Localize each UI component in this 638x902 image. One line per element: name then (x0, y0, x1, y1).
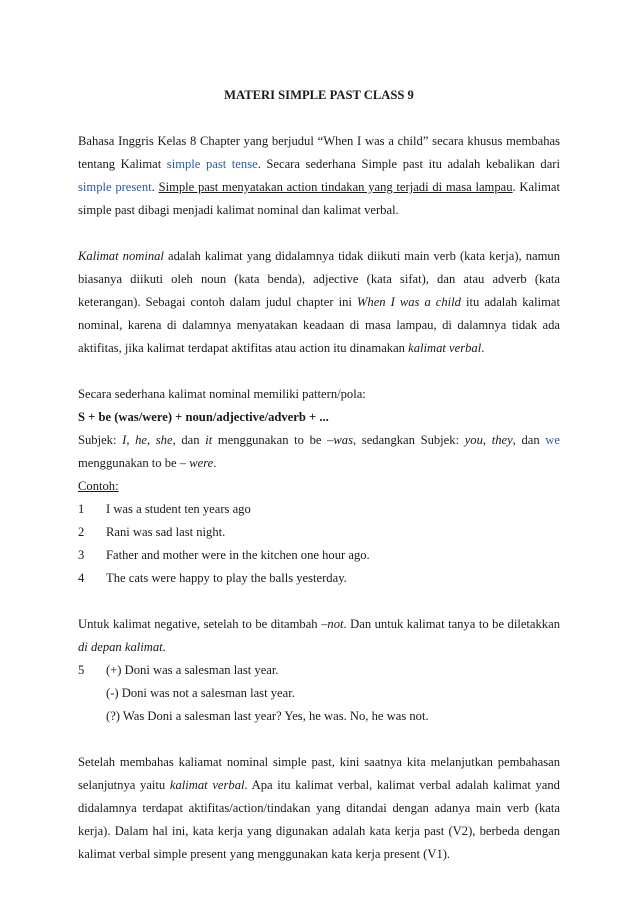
list-item (78, 567, 560, 590)
text-run: adalah kalimat yang didalamnya tidak diikuti main verb (kata kerja), namun biasanya diikuti oleh noun (kata benda), adjective (kata sifat), dan atau adverb (kata keterangan). Sebagai contoh dalam judul chapter ini (78, 249, 561, 309)
negative-paragraph (78, 613, 560, 659)
italic-term: it (205, 433, 213, 447)
simple-present-link[interactable]: simple present (78, 180, 152, 194)
list-number: 3 (78, 548, 85, 562)
contoh-label: Contoh: (78, 479, 119, 493)
text-run: menggunakan to be – (78, 456, 190, 470)
text-run: , dan (512, 433, 546, 447)
list-text: I was a student ten years ago (106, 502, 251, 516)
list-number: 2 (78, 525, 85, 539)
text-run: , sedangkan Subjek: (353, 433, 465, 447)
text-run: Bahasa Inggris Kelas 8 Chapter yang berjudul “When I was a child” secara khusus membahas tentang Kalimat (78, 134, 560, 171)
verbal-paragraph (78, 751, 560, 866)
list-text: Rani was sad last night. (106, 525, 226, 539)
text-run: Setelah membahas kaliamat nominal simple past, kini saatnya kita melanjutkan pembahasan selanjutnya yaitu (78, 755, 560, 792)
italic-term: was (333, 433, 353, 447)
italic-term: were (189, 456, 214, 470)
list-item (78, 498, 560, 521)
intro-paragraph (78, 130, 560, 222)
text-run: . (481, 341, 485, 355)
italic-term: kalimat verbal (408, 341, 482, 355)
text-run: . (151, 180, 159, 194)
italic-term: When I was a child (356, 295, 461, 309)
italic-term: kalimat verbal (169, 778, 245, 792)
text-run: . (162, 640, 166, 654)
list-number: 5 (78, 663, 85, 677)
example-5 (78, 659, 560, 728)
list-text: Father and mother were in the kitchen one hour ago. (106, 548, 370, 562)
list-item (78, 659, 560, 682)
italic-term: not (327, 617, 344, 631)
list-text: (+) Doni was a salesman last year. (106, 663, 279, 677)
pattern-formula: S + be (was/were) + noun/adjective/adverb + ... (78, 410, 329, 424)
italic-term: di depan kalimat (78, 640, 163, 654)
text-run: . (213, 456, 217, 470)
list-text: (?) Was Doni a salesman last year? Yes, he was. No, he was not. (106, 709, 429, 723)
pattern-intro: Secara sederhana kalimat nominal memiliki pattern/pola: (78, 387, 366, 401)
italic-term: I, he, she, (122, 433, 176, 447)
underlined-definition: Simple past menyatakan action tindakan yang terjadi di masa lampau (158, 180, 513, 194)
list-text: The cats were happy to play the balls yesterday. (106, 571, 347, 585)
examples-list (78, 498, 560, 590)
we-link[interactable]: we (545, 433, 560, 447)
text-run: . Kalimat simple past dibagi menjadi kalimat nominal dan kalimat verbal. (78, 180, 560, 217)
pattern-section (78, 383, 560, 498)
simple-past-tense-link[interactable]: simple past tense (166, 157, 258, 171)
italic-term: Kalimat nominal (78, 249, 164, 263)
list-number: 1 (78, 502, 85, 516)
text-run: Untuk kalimat negative, setelah to be ditambah – (78, 617, 328, 631)
subject-paragraph (78, 429, 560, 475)
list-item (78, 544, 560, 567)
nominal-paragraph (78, 245, 560, 360)
text-run: . Apa itu kalimat verbal, kalimat verbal adalah kalimat yand didalamnya terdapat aktifitas/action/tindakan yang ditandai dengan adanya main verb (kata kerja). Dalam hal ini, kata kerja yang digunakan adalah kata kerja past (V2), berbeda dengan kalimat verbal simple present yang menggunakan kata kerja present (V1). (78, 778, 560, 861)
text-run: . Dan untuk kalimat tanya to be diletakkan (343, 617, 560, 631)
document-title: MATERI SIMPLE PAST CLASS 9 (224, 88, 414, 102)
text-run: itu adalah kalimat nominal, karena di dalamnya menyatakan keadaan di masa lampau, di dalamnya tidak ada aktifitas, jika kalimat terdapat aktifitas atau action itu dinamakan (78, 295, 560, 355)
italic-term: you, they (464, 433, 513, 447)
text-run: . Secara sederhana Simple past itu adalah kebalikan dari (257, 157, 560, 171)
text-run: menggunakan to be – (212, 433, 334, 447)
text-run: dan (175, 433, 206, 447)
list-text: (-) Doni was not a salesman last year. (106, 686, 295, 700)
list-number: 4 (78, 571, 85, 585)
text-run: Subjek: (78, 433, 123, 447)
list-item (78, 521, 560, 544)
